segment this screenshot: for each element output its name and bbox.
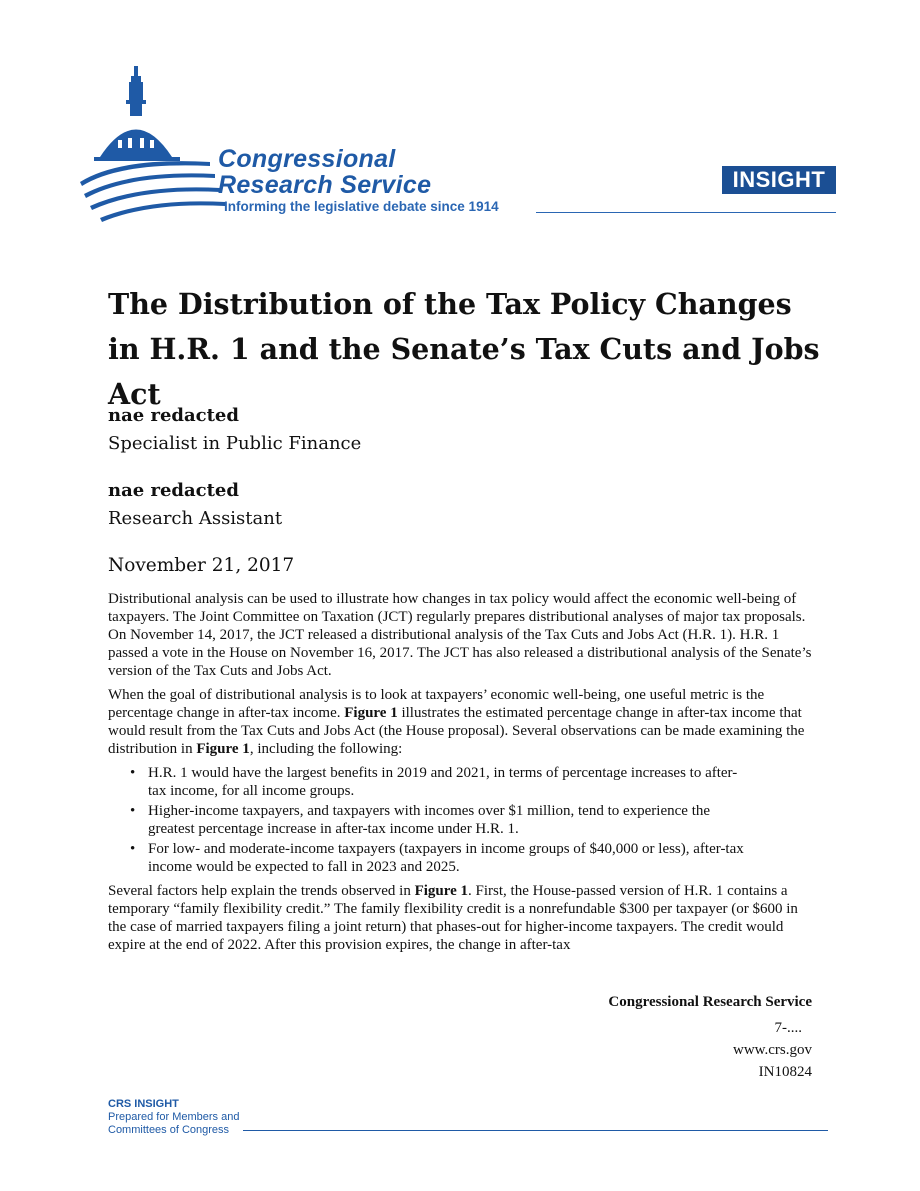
publication-date: November 21, 2017 [108, 555, 295, 576]
report-number: 7-.... [774, 1020, 802, 1036]
bullet-icon: • [130, 841, 136, 857]
insight-badge: INSIGHT [722, 166, 836, 194]
org-name-line2: Research Service [218, 171, 432, 199]
bullet-icon: • [130, 803, 136, 819]
paragraph-2-text-c: , including the following: [249, 741, 403, 757]
crs-capitol-dome-logo [80, 62, 230, 222]
paragraph-3 [108, 882, 814, 954]
paragraph-2-text-b: illustrates the estimated percentage change in after-tax income that would result from the Tax Cuts and Jobs Act (the House proposal). Several observations can be made examining the distribution in [108, 705, 805, 757]
figure-1-reference: Figure 1 [196, 741, 250, 757]
figure-1-reference: Figure 1 [414, 883, 469, 899]
list-item-text: H.R. 1 would have the largest benefits in 2019 and 2021, in terms of percentage increases to after-tax income, for all income groups. [148, 765, 738, 799]
website-link[interactable]: www.crs.gov [732, 1042, 812, 1058]
prepared-for-line1: Prepared for Members and [108, 1111, 240, 1123]
list-item-text: Higher-income taxpayers, and taxpayers with incomes over $1 million, tend to experience the greatest percentage increase in after-tax income under H.R. 1. [148, 803, 711, 837]
list-item [130, 764, 814, 800]
author-2-name: nae redacted [108, 480, 239, 501]
org-name [218, 146, 431, 198]
prepared-for-line2: Committees of Congress [108, 1124, 230, 1136]
list-item [130, 802, 814, 838]
header-divider [536, 212, 836, 213]
org-name-line1: Congressional [218, 145, 396, 173]
paragraph-3-text-a: Several factors help explain the trends observed in [108, 883, 415, 899]
product-number: IN10824 [758, 1064, 812, 1080]
author-1-role: Specialist in Public Finance [108, 433, 362, 454]
body-text [108, 590, 814, 960]
document-title: The Distribution of the Tax Policy Changes in H.R. 1 and the Senate’s Tax Cuts and Jobs Act [108, 287, 820, 411]
author-2-role: Research Assistant [108, 508, 283, 529]
crs-insight-label: CRS INSIGHT [108, 1098, 179, 1110]
list-item [130, 840, 814, 876]
paragraph-2-text-a: When the goal of distributional analysis is to look at taxpayers’ economic well-being, one useful metric is the percentage change in after-tax income. [108, 687, 765, 721]
paragraph-1: Distributional analysis can be used to illustrate how changes in tax policy would affect the economic well-being of taxpayers. The Joint Committee on Taxation (JCT) regularly prepares distributional analyses of major tax proposals. On November 14, 2017, the JCT released a distributional analysis of the Tax Cuts and Jobs Act (H.R. 1). H.R. 1 passed a vote in the House on November 16, 2017. The JCT has also released a distributional analysis of the Senate’s version of the Tax Cuts and Jobs Act. [108, 591, 812, 679]
paragraph-2 [108, 686, 814, 758]
org-tagline: Informing the legislative debate since 1914 [224, 199, 499, 214]
author-1-name: nae redacted [108, 405, 239, 426]
crs-insight-footer [108, 1098, 239, 1137]
figure-1-reference: Figure 1 [344, 705, 398, 721]
footer-org-name: Congressional Research Service [608, 994, 812, 1010]
bullet-icon: • [130, 765, 136, 781]
footer-divider [243, 1130, 828, 1131]
list-item-text: For low- and moderate-income taxpayers (taxpayers in income groups of $40,000 or less), after-tax income would be expected to fall in 2023 and 2025. [148, 841, 744, 875]
observation-list [108, 764, 814, 876]
paragraph-3-text-b: . First, the House-passed version of H.R. 1 contains a temporary “family flexibility credit.” The family flexibility credit is a nonrefundable $300 per taxpayer (or $600 in the case of married taxpayers filing a joint return) that phases-out for higher-income taxpayers. The credit would expire at the end of 2022. After this provision expires, the change in after-tax [108, 883, 798, 953]
